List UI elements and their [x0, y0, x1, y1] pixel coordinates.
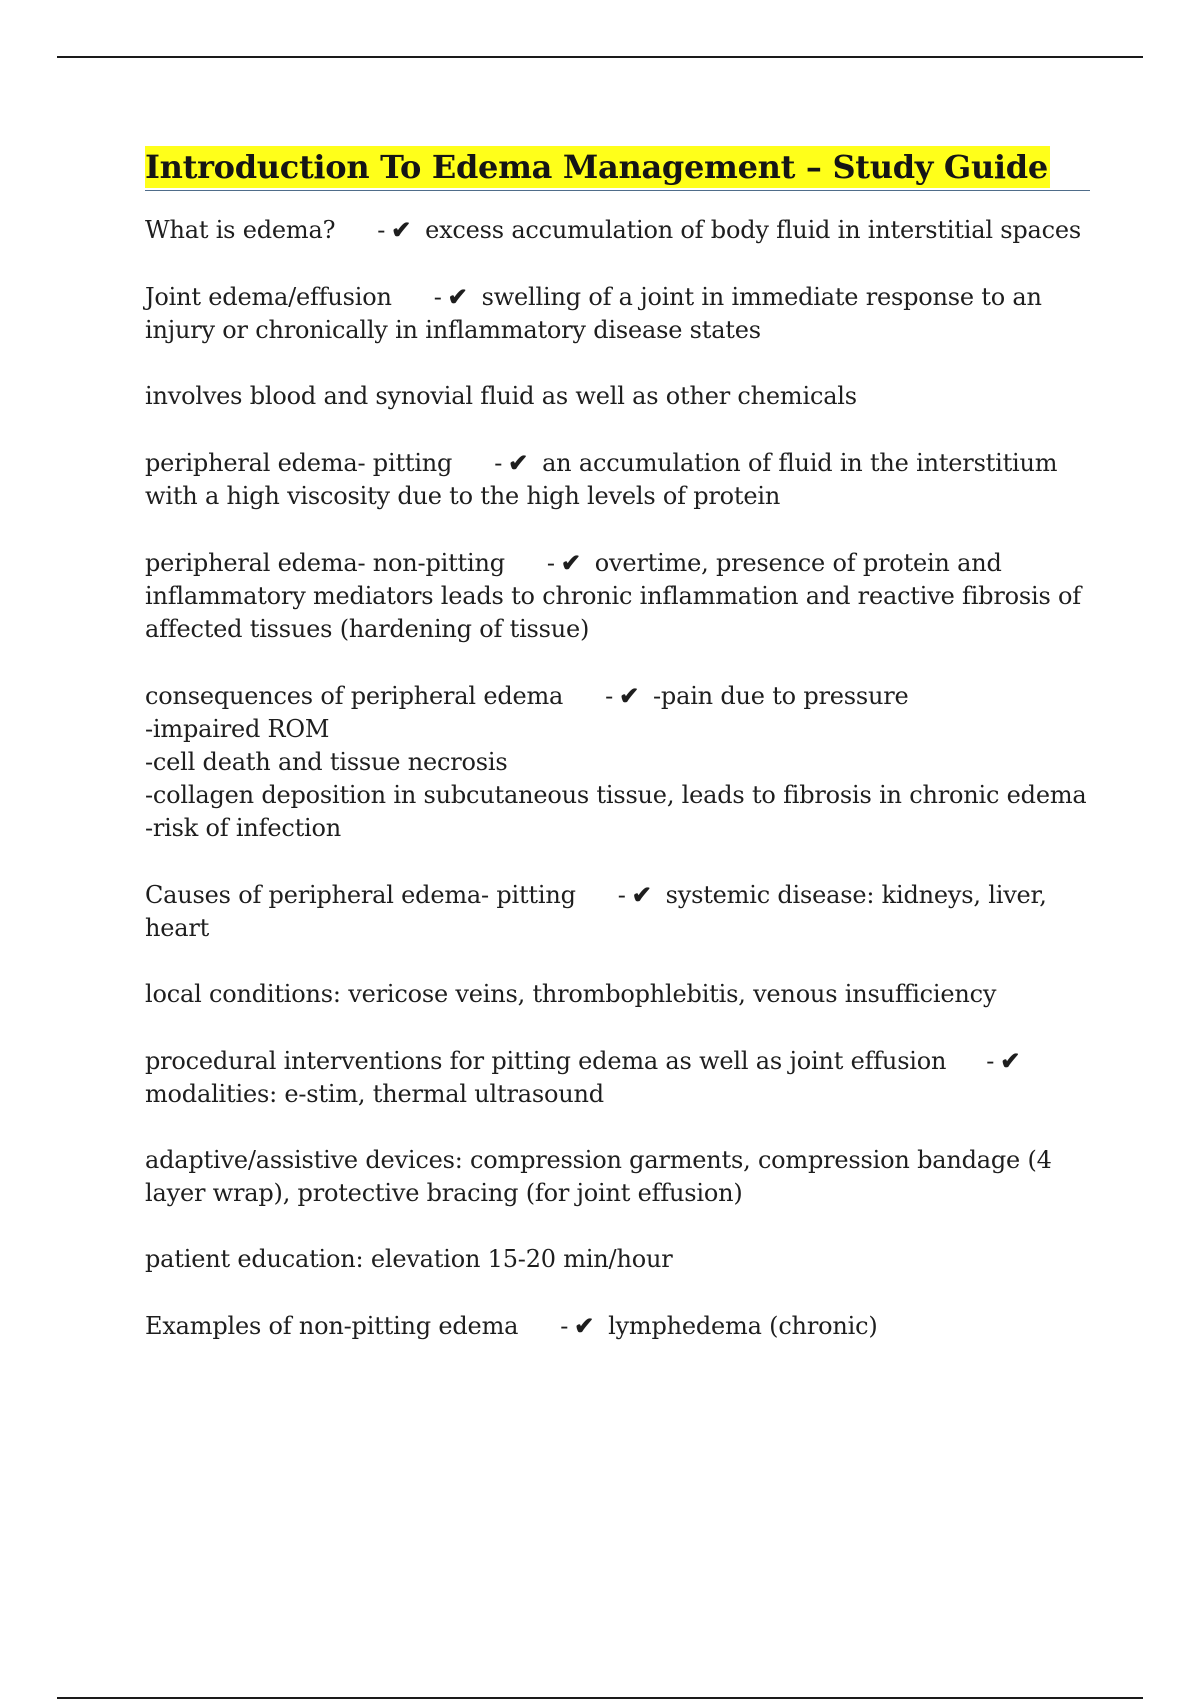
entry-answer: -pain due to pressure	[653, 682, 909, 710]
check-icon: ✔	[574, 1311, 595, 1340]
qa-entry	[145, 213, 1090, 247]
entry-answer: overtime, presence of protein and inflammatory mediators leads to chronic inflammation and reactive fibrosis of affected tissues (hardening of tissue)	[145, 549, 1081, 643]
dash: -	[986, 1047, 995, 1075]
list-item: -impaired ROM	[145, 715, 330, 743]
entry-term: procedural interventions for pitting edema as well as joint effusion	[145, 1047, 947, 1075]
dash: -	[494, 449, 503, 477]
entry-separator	[986, 1044, 1020, 1078]
entry-separator	[605, 679, 639, 713]
entry-separator	[494, 446, 528, 480]
consequence-list	[145, 713, 1090, 845]
entry-term: What is edema?	[145, 216, 336, 244]
entry-separator	[560, 1309, 594, 1343]
list-item: -risk of infection	[145, 814, 341, 842]
header-rule	[57, 56, 1143, 58]
dash: -	[560, 1312, 569, 1340]
document-body	[145, 146, 1090, 1376]
qa-entry	[145, 679, 1090, 845]
dash: -	[377, 216, 386, 244]
entry-answer: excess accumulation of body fluid in interstitial spaces	[425, 216, 1081, 244]
entry-separator	[547, 546, 581, 580]
dash: -	[433, 283, 442, 311]
list-item: -collagen deposition in subcutaneous tissue, leads to fibrosis in chronic edema	[145, 781, 1087, 809]
entry-answer: lymphedema (chronic)	[608, 1312, 878, 1340]
check-icon: ✔	[1000, 1046, 1021, 1075]
dash: -	[605, 682, 614, 710]
entry-separator	[377, 213, 411, 247]
list-item: -cell death and tissue necrosis	[145, 748, 508, 776]
entry-term: peripheral edema- non-pitting	[145, 549, 505, 577]
entry-answer: swelling of a joint in immediate response to an injury or chronically in inflammatory disease states	[145, 283, 1042, 344]
document-title: Introduction To Edema Management – Study Guide	[145, 148, 1048, 186]
entry-separator	[618, 878, 652, 912]
entry-answer: an accumulation of fluid in the interstitium with a high viscosity due to the high levels of protein	[145, 449, 1058, 510]
qa-entry	[145, 1309, 1090, 1343]
entry-extra: patient education: elevation 15-20 min/hour	[145, 1245, 673, 1273]
entry-extra: involves blood and synovial fluid as well as other chemicals	[145, 382, 857, 410]
check-icon: ✔	[447, 282, 468, 311]
dash: -	[617, 881, 626, 909]
check-icon: ✔	[631, 880, 652, 909]
entry-term: consequences of peripheral edema	[145, 682, 564, 710]
qa-entry	[145, 878, 1090, 945]
qa-entry	[145, 280, 1090, 347]
check-icon: ✔	[560, 548, 581, 577]
entry-extra: adaptive/assistive devices: compression garments, compression bandage (4 layer wrap), protective bracing (for joint effusion)	[145, 1146, 1052, 1207]
entry-answer: modalities: e-stim, thermal ultrasound	[145, 1080, 604, 1108]
entry-separator	[434, 280, 468, 314]
qa-entry	[145, 1044, 1090, 1111]
title-block	[145, 146, 1090, 191]
qa-entry	[145, 546, 1090, 646]
check-icon: ✔	[619, 681, 640, 710]
qa-entry	[145, 446, 1090, 513]
entry-term: Causes of peripheral edema- pitting	[145, 881, 576, 909]
entry-term: Examples of non-pitting edema	[145, 1312, 519, 1340]
entry-term: peripheral edema- pitting	[145, 449, 453, 477]
entry-extra: local conditions: vericose veins, thrombophlebitis, venous insufficiency	[145, 980, 997, 1008]
dash: -	[546, 549, 555, 577]
entry-answer: systemic disease: kidneys, liver, heart	[145, 881, 1047, 942]
footer-rule	[57, 1697, 1143, 1699]
check-icon: ✔	[508, 448, 529, 477]
entry-term: Joint edema/effusion	[145, 283, 392, 311]
check-icon: ✔	[391, 215, 412, 244]
